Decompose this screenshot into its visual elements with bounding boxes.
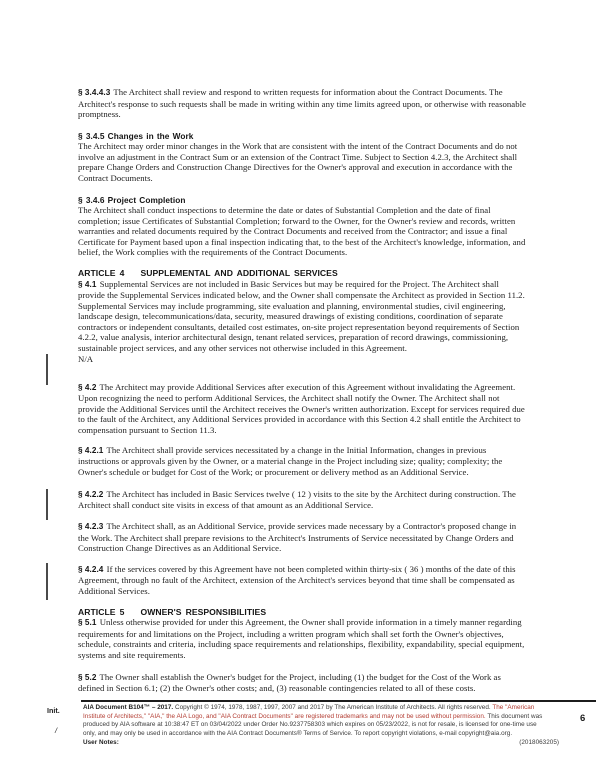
section-4-2-1 bbox=[78, 445, 526, 478]
section-text: The Architect shall provide services necessitated by a change in the Initial Information, changes in previous instructions or approvals given by the Owner, or a material change in the Project including size; quality; complexity; the Owner's schedule or budget for Cost of the Work; or procurement or delivery method as an Additional Service. bbox=[78, 444, 503, 477]
heading-3-4-6: § 3.4.6 Project Completion bbox=[78, 194, 186, 205]
section-text: The Architect shall review and respond to written requests for information about the Contract Documents. The Architect's response to such requests shall be made in writing within any time limits agreed upon, or otherwise with reasonable promptness. bbox=[78, 87, 526, 120]
section-3-4-4-3 bbox=[78, 87, 526, 120]
section-text: Unless otherwise provided for under this Agreement, the Owner shall provide information in a timely manner regarding requirements for and limitations on the Project, including a written program which shall set forth the Owner's objectives, schedule, constraints and criteria, including space requirements and relationships, flexibility, expandability, special equipment, systems and site requirements. bbox=[78, 617, 525, 660]
footer-doc-title: AIA Document B104™ – 2017. bbox=[83, 704, 174, 711]
paragraph-3-4-6: The Architect shall conduct inspections to determine the date or dates of Substantial Completion and the date of final completion; issue Certificates of Substantial Completion; forward to the Owner, for the Owner's review and records, written warranties and related documents required by the Contract Documents and received from the Contractor; and issue a final Certificate for Payment based upon a final inspection indicating that, to the best of the Architect's knowledge, information, and belief, the Work complies with the requirements of the Contract Documents. bbox=[78, 205, 526, 258]
heading-3-4-5: § 3.4.5 Changes in the Work bbox=[78, 130, 194, 141]
change-marker-bar bbox=[46, 354, 48, 385]
section-text: Supplemental Services are not included in Basic Services but may be required for the Project. The Architect shall provide the Supplemental Services indicated below, and the Owner shall compensate the Architect as provided in Section 11.2. Supplemental Services may include programming, site evaluation and planning, environmental studies, civil engineering, landscape design, telecommunications/data, security, measured drawings of existing conditions, coordination of separate contractors or independent consultants, detailed cost estimates, on-site project representation beyond requirements of Section 4.2.2, value analysis, interior architectural design, tenant related services, preparation of record drawings, commissioning, sustainable project services, and any other services not otherwise included in this Agreement. bbox=[78, 278, 525, 354]
section-number: § 4.2.2 bbox=[78, 489, 104, 499]
footer-legal-text bbox=[83, 704, 596, 748]
user-notes-label: User Notes: bbox=[83, 738, 119, 746]
footer-divider bbox=[81, 700, 596, 702]
change-marker-bar bbox=[46, 563, 48, 600]
change-marker-bar bbox=[46, 489, 48, 520]
section-number: § 4.1 bbox=[78, 279, 97, 289]
section-number: § 5.2 bbox=[78, 672, 97, 682]
section-number: § 4.2.1 bbox=[78, 445, 104, 455]
footer-line-5 bbox=[83, 739, 596, 748]
section-number: § 4.2.4 bbox=[78, 564, 104, 574]
footer-doc-id: (2018063205) bbox=[519, 738, 559, 746]
na-value: N/A bbox=[78, 353, 94, 364]
footer-line-3: produced by AIA software at 10:38:47 ET on 03/04/2022 under Order No.9237758303 which expires on 05/23/2022, is not for resale, is licensed for one-time use bbox=[83, 721, 537, 729]
section-5-1 bbox=[78, 617, 526, 660]
footer-line-4: only, and may only be used in accordance with the AIA Contract Documents® Terms of Service. To report copyright violations, e-mail copyright@aia.org. bbox=[83, 730, 513, 738]
section-4-2-4 bbox=[78, 564, 526, 597]
init-label: Init. bbox=[47, 705, 60, 715]
section-number: § 5.1 bbox=[78, 618, 97, 627]
heading-article-4 bbox=[78, 268, 526, 279]
section-4-2-3 bbox=[78, 521, 526, 554]
section-text: If the services covered by this Agreement have not been completed within thirty-six ( 36 ) months of the date of this Agreement, through no fault of the Architect, extension of the Architect's services beyond that time shall be compensated as Additional Services. bbox=[78, 563, 516, 596]
section-4-2 bbox=[78, 382, 526, 436]
section-4-1 bbox=[78, 279, 526, 365]
article-number: ARTICLE 4 bbox=[78, 267, 125, 278]
section-text: The Architect has included in Basic Services twelve ( 12 ) visits to the site by the Architect during construction. The Architect shall conduct site visits in excess of that amount as an Additional Service. bbox=[78, 488, 516, 511]
article-title: SUPPLEMENTAL AND ADDITIONAL SERVICES bbox=[140, 267, 338, 278]
paragraph-3-4-5: The Architect may order minor changes in the Work that are consistent with the intent of the Contract Documents and do not involve an adjustment in the Contract Sum or an extension of the Contract Time. Subject to Section 4.2.3, the Architect shall prepare Change Orders and Construction Change Directives for the Owner's approval and execution in accordance with the Contract Documents. bbox=[78, 141, 518, 183]
section-4-2-2 bbox=[78, 489, 526, 511]
section-number: § 3.4.4.3 bbox=[78, 88, 111, 97]
init-slash-value: / bbox=[55, 726, 58, 735]
heading-article-5 bbox=[78, 607, 526, 618]
footer-line-2: Institute of Architects," "AIA," the AIA Logo, and "AIA Contract Documents" are registered trademarks and may not be used without permission. This document was bbox=[83, 712, 543, 720]
article-number: ARTICLE 5 bbox=[78, 606, 125, 617]
section-text: The Owner shall establish the Owner's budget for the Project, including (1) the budget for the Cost of the Work as defined in Section 6.1; (2) the Owner's other costs; and, (3) reasonable contingencies related to all of these costs. bbox=[78, 671, 501, 694]
page-number: 6 bbox=[580, 713, 586, 724]
section-number: § 4.2 bbox=[78, 382, 97, 392]
section-number: § 4.2.3 bbox=[78, 522, 104, 531]
article-title: OWNER'S RESPONSIBILITIES bbox=[140, 606, 267, 617]
section-text: The Architect may provide Additional Services after execution of this Agreement without invalidating the Agreement. Upon recognizing the need to perform Additional Services, the Architect shall notify the Owner. The Architect shall not provide the Additional Services until the Architect receives the Owner's written authorization. Except for services required due to the fault of the Architect, any Additional Services provided in accordance with this Section 4.2 shall entitle the Architect to compensation pursuant to Section 11.3. bbox=[78, 381, 525, 435]
section-5-2 bbox=[78, 672, 526, 694]
footer-line-1: AIA Document B104™ – 2017. Copyright © 1974, 1978, 1987, 1997, 2007 and 2017 by The American Institute of Architects. All rights reserved. The "American bbox=[83, 704, 535, 711]
section-text: The Architect shall, as an Additional Service, provide services made necessary by a Contractor's proposed change in the Work. The Architect shall prepare revisions to the Architect's Instruments of Service necessitated by Change Orders and Construction Change Directives as an Additional Service. bbox=[78, 521, 517, 554]
